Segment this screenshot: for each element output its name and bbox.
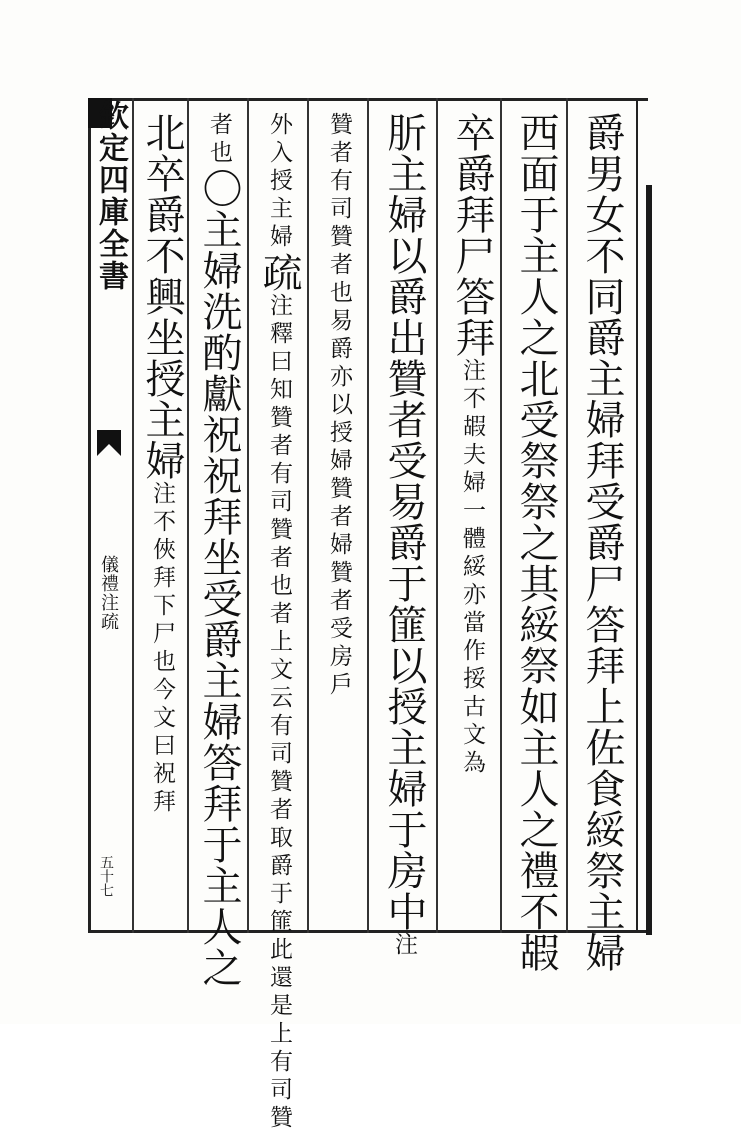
text-column-7 (193, 112, 245, 988)
fishtail-mark-icon (97, 430, 121, 456)
column-divider (436, 98, 438, 933)
frame-right-border (636, 98, 638, 933)
commentary-text: 注 (391, 932, 417, 960)
commentary-text: 外入授主婦 (266, 112, 292, 252)
text-column-2 (510, 112, 562, 973)
main-text: 疏 (256, 252, 302, 293)
column-divider (307, 98, 309, 933)
commentary-text: 注不俠拜下尸也今文曰祝拜 (149, 481, 175, 817)
commentary-text: 者也 (206, 112, 232, 168)
main-text: 〇主婦洗酌獻祝祝拜坐受爵主婦答拜于主人之 (196, 168, 242, 988)
commentary-text: 注不嘏夫婦一體綏亦當作挼古文為 (459, 358, 485, 778)
text-column-1 (576, 112, 628, 973)
column-divider (367, 98, 369, 933)
book-title: 儀禮注疏 (98, 555, 119, 631)
frame-right-thick-edge (646, 185, 652, 935)
commentary-text: 注釋曰知贊者有司贊者也者上文云有司贊者取爵于篚此還是上有司贊 (266, 293, 292, 1133)
main-text: 肵主婦以爵出贊者受易爵于篚以授主婦于房中 (381, 112, 427, 932)
text-column-4 (378, 112, 430, 960)
main-text: 卒爵拜尸答拜 (449, 112, 495, 358)
page-number: 五十七 (98, 855, 114, 897)
frame-left-border (88, 98, 91, 933)
text-column-6 (253, 112, 305, 1133)
collection-title: 欽定四庫全書 (93, 100, 128, 292)
column-divider (500, 98, 502, 933)
text-column-3 (446, 112, 498, 922)
column-divider (132, 98, 134, 933)
commentary-text: 贊者有司贊者也易爵亦以授婦贊者婦贊者受房戶 (326, 112, 352, 700)
main-text: 北卒爵不興坐授主婦 (139, 112, 185, 481)
main-text: 西面于主人之北受祭祭之其綏祭如主人之禮不嘏 (513, 112, 559, 973)
margin-column (93, 100, 128, 920)
text-column-8 (136, 112, 188, 922)
column-divider (566, 98, 568, 933)
column-divider (247, 98, 249, 933)
main-text: 爵男女不同爵主婦拜受爵尸答拜上佐食綏祭主婦 (579, 112, 625, 973)
text-column-5 (313, 112, 365, 922)
